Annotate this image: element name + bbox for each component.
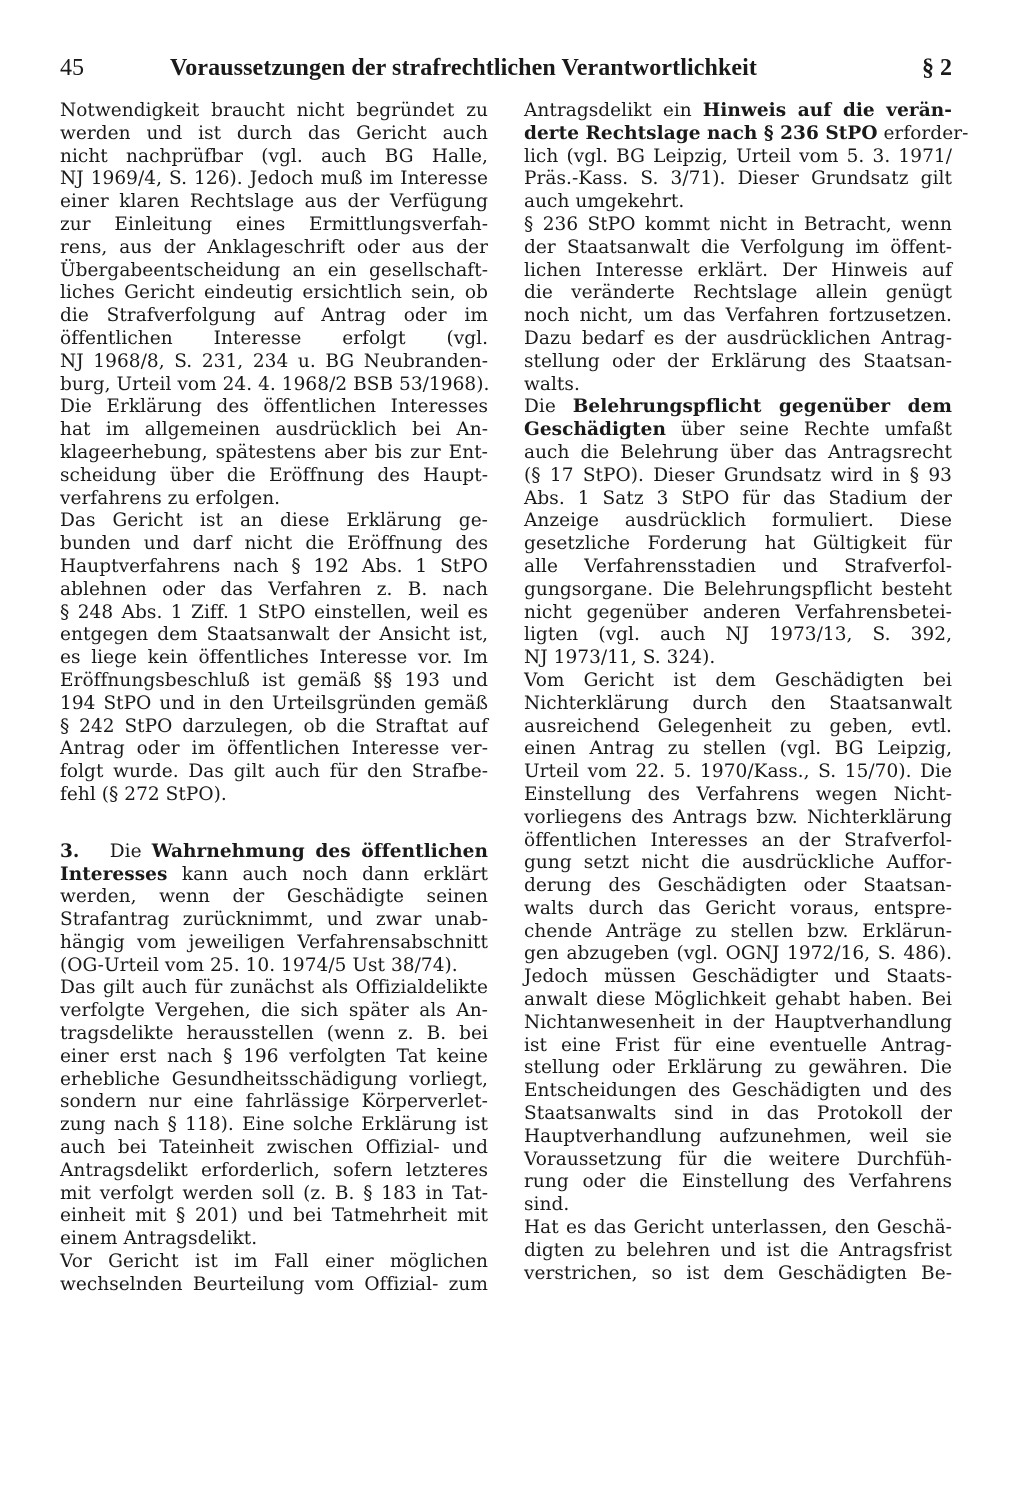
paragraph bbox=[60, 510, 488, 806]
text-line: liches Gericht eindeutig ersichtlich sein, ob bbox=[60, 282, 488, 304]
text-line: NJ 1973/11, S. 324). bbox=[524, 647, 716, 669]
text-line: öffentlichen Interesse erfolgt (vgl. bbox=[60, 327, 488, 349]
text-line: öffentlichen Interesses an der Strafverfol- bbox=[524, 829, 952, 851]
text-line: auch die Belehrung über das Antragsrecht bbox=[524, 441, 952, 463]
text-line: Urteil vom 22. 5. 1970/Kass., S. 15/70). Die bbox=[524, 761, 952, 783]
text-line: Anzeige ausdrücklich formuliert. Diese bbox=[524, 510, 952, 532]
text-line: ausreichend Gelegenheit zu geben, evtl. bbox=[524, 715, 952, 737]
section-mark: § 2 bbox=[922, 55, 952, 81]
paragraph bbox=[524, 214, 952, 396]
text-line: lich (vgl. BG Leipzig, Urteil vom 5. 3. 1971/ bbox=[524, 145, 952, 167]
text-line: Nichtanwesenheit in der Hauptverhandlung bbox=[524, 1011, 952, 1033]
text-line: sind. bbox=[524, 1194, 570, 1216]
text-line: Strafantrag zurücknimmt, und zwar unab- bbox=[60, 909, 488, 931]
paragraph bbox=[60, 1251, 488, 1297]
paragraph bbox=[60, 841, 488, 978]
text-line bbox=[524, 100, 952, 123]
text-line: burg, Urteil vom 24. 4. 1968/2 BSB 53/1968). bbox=[60, 373, 490, 395]
text-line bbox=[60, 864, 488, 887]
text-line: Das Gericht ist an diese Erklärung ge- bbox=[60, 510, 488, 532]
text-line: (§ 17 StPO). Dieser Grundsatz wird in § 93 bbox=[524, 464, 952, 486]
emphasis-text: Geschädigten bbox=[524, 419, 666, 441]
text-line: stellung oder Erklärung zu gewähren. Die bbox=[524, 1057, 952, 1079]
text-line: Präs.-Kass. S. 3/71). Dieser Grundsatz gilt bbox=[524, 168, 952, 190]
text-line: NJ 1968/8, S. 231, 234 u. BG Neubranden- bbox=[60, 350, 488, 372]
text-line: Notwendigkeit braucht nicht begründet zu bbox=[60, 100, 488, 121]
text-line: walts durch das Gericht voraus, entspre- bbox=[524, 897, 952, 919]
text-line: hat im allgemeinen ausdrücklich bei An- bbox=[60, 419, 488, 441]
text-line: Einstellung des Verfahrens wegen Nicht- bbox=[524, 783, 952, 805]
text-line: Abs. 1 Satz 3 StPO für das Stadium der bbox=[524, 487, 952, 509]
text-line: Voraussetzung für die weitere Durchfüh- bbox=[524, 1148, 952, 1170]
right-column bbox=[524, 100, 969, 1285]
text-line: folgt wurde. Das gilt auch für den Strafbe- bbox=[60, 761, 488, 783]
text-line: gung setzt nicht die ausdrückliche Auffor- bbox=[524, 852, 952, 874]
paragraph bbox=[60, 977, 488, 1251]
text-line: § 242 StPO darzulegen, ob die Straftat auf bbox=[60, 715, 488, 737]
text-line: NJ 1969/4, S. 126). Jedoch muß im Interesse bbox=[60, 168, 488, 190]
text-line: ist eine Frist für eine eventuelle Antrag- bbox=[524, 1034, 952, 1056]
text-line: einen Antrag zu stellen (vgl. BG Leipzig, bbox=[524, 738, 952, 760]
text-line: lichen Interesse erklärt. Der Hinweis auf bbox=[524, 259, 952, 281]
text-line: klageerhebung, spätestens aber bis zur Ent- bbox=[60, 441, 488, 463]
text-line bbox=[524, 419, 952, 442]
text-line: nicht gegenüber anderen Verfahrensbetei- bbox=[524, 601, 952, 623]
paragraph-gap bbox=[60, 807, 488, 841]
text-line: Hauptverhandlung aufzunehmen, weil sie bbox=[524, 1125, 952, 1147]
text-line: Hauptverfahrens nach § 192 Abs. 1 StPO bbox=[60, 555, 488, 577]
text-line: walts. bbox=[524, 373, 580, 395]
text-line: rung oder die Einstellung des Verfahrens bbox=[524, 1171, 952, 1193]
text-line: Staatsanwalts sind in das Protokoll der bbox=[524, 1103, 952, 1125]
paragraph bbox=[60, 100, 488, 510]
text-line: auch umgekehrt. bbox=[524, 191, 685, 213]
text-line: ablehnen oder das Verfahren z. B. nach bbox=[60, 578, 488, 600]
text-line: einheit mit § 201) und bei Tatmehrheit mit bbox=[60, 1205, 488, 1227]
text-line: verstrichen, so ist dem Geschädigten Be- bbox=[524, 1262, 952, 1284]
text-line: einer erst nach § 196 verfolgten Tat keine bbox=[60, 1045, 488, 1067]
emphasis-text: Wahrnehmung des öffentlichen bbox=[151, 840, 488, 862]
emphasis-text: Interesses bbox=[60, 863, 168, 885]
paragraph bbox=[524, 100, 969, 214]
text-line: Eröffnungsbeschluß ist gemäß §§ 193 und bbox=[60, 669, 488, 691]
text-line: rens, aus der Anklageschrift oder aus der bbox=[60, 236, 488, 258]
text-line: verfahrens zu erfolgen. bbox=[60, 487, 281, 509]
page-header bbox=[60, 52, 952, 92]
text-fragment: kann auch noch dann erklärt bbox=[181, 863, 488, 885]
text-line: erhebliche Gesundheitsschädigung vorliegt, bbox=[60, 1068, 488, 1090]
text-line: sondern nur eine fahrlässige Körperverlet- bbox=[60, 1091, 488, 1113]
text-line: die Strafverfolgung auf Antrag oder im bbox=[60, 305, 488, 327]
text-fragment: Antragsdelikt ein bbox=[524, 100, 692, 121]
text-line: auch bei Tateinheit zwischen Offizial- und bbox=[60, 1137, 488, 1159]
text-line: werden, wenn der Geschädigte seinen bbox=[60, 886, 488, 908]
text-line: Das gilt auch für zunächst als Offizialdelikte bbox=[60, 977, 488, 999]
text-line: einem Antragsdelikt. bbox=[60, 1228, 258, 1250]
text-line: 194 StPO und in den Urteilsgründen gemäß bbox=[60, 692, 488, 714]
text-line: stellung oder der Erklärung des Staatsan- bbox=[524, 350, 952, 372]
text-line: (OG-Urteil vom 25. 10. 1974/5 Ust 38/74). bbox=[60, 954, 458, 976]
text-line: werden und ist durch das Gericht auch bbox=[60, 122, 488, 144]
text-line: Antragsdelikt erforderlich, sofern letzteres bbox=[60, 1159, 488, 1181]
text-line: Vor Gericht ist im Fall einer möglichen bbox=[60, 1251, 488, 1273]
text-line: scheidung über die Eröffnung des Haupt- bbox=[60, 464, 488, 486]
text-line: Nichterklärung durch den Staatsanwalt bbox=[524, 692, 952, 714]
text-line bbox=[524, 122, 969, 146]
text-line: gungsorgane. Die Belehrungspflicht besteht bbox=[524, 578, 952, 600]
text-fragment: Die bbox=[524, 396, 556, 418]
text-line: nicht nachprüfbar (vgl. auch BG Halle, bbox=[60, 145, 488, 167]
paragraph bbox=[524, 1217, 952, 1285]
text-line: Jedoch müssen Geschädigter und Staats- bbox=[524, 966, 952, 988]
text-line: ligten (vgl. auch NJ 1973/13, S. 392, bbox=[524, 624, 952, 646]
text-line: wechselnden Beurteilung vom Offizial- zum bbox=[60, 1273, 488, 1295]
text-line: alle Verfahrensstadien und Strafverfol- bbox=[524, 555, 952, 577]
text-line: verfolgte Vergehen, die sich später als An- bbox=[60, 1000, 488, 1022]
text-line: entgegen dem Staatsanwalt der Ansicht ist, bbox=[60, 624, 488, 646]
text-line: tragsdelikte herausstellen (wenn z. B. bei bbox=[60, 1023, 488, 1045]
text-line: gen abzugeben (vgl. OGNJ 1972/16, S. 486). bbox=[524, 943, 952, 965]
text-line: bunden und darf nicht die Eröffnung des bbox=[60, 533, 488, 555]
emphasis-text: derte Rechtslage nach § 236 StPO bbox=[524, 122, 878, 144]
text-fragment: Die bbox=[109, 840, 142, 862]
text-line bbox=[524, 396, 952, 419]
left-column bbox=[60, 100, 488, 1297]
text-line: vorliegens des Antrags bzw. Nichterklärung bbox=[524, 806, 952, 828]
text-line: Dazu bedarf es der ausdrücklichen Antrag- bbox=[524, 327, 952, 349]
text-line: § 248 Abs. 1 Ziff. 1 StPO einstellen, weil es bbox=[60, 601, 488, 623]
text-line: es liege kein öffentliches Interesse vor. Im bbox=[60, 647, 488, 669]
text-line: § 236 StPO kommt nicht in Betracht, wenn bbox=[524, 213, 952, 235]
text-line: Vom Gericht ist dem Geschädigten bei bbox=[524, 669, 952, 691]
text-line: gesetzliche Forderung hat Gültigkeit für bbox=[524, 533, 952, 555]
emphasis-text: Hinweis auf die verän- bbox=[702, 100, 952, 121]
text-line bbox=[60, 841, 488, 864]
text-line: anwalt diese Möglichkeit gehabt haben. Bei bbox=[524, 989, 952, 1011]
text-line: hängig vom jeweiligen Verfahrensabschnitt bbox=[60, 931, 488, 953]
emphasis-text: Belehrungspflicht gegenüber dem bbox=[572, 396, 952, 418]
text-fragment: erforder- bbox=[883, 122, 969, 144]
running-title: Voraussetzungen der strafrechtlichen Verantwortlichkeit bbox=[170, 55, 758, 81]
page-number: 45 bbox=[60, 55, 84, 81]
text-line: derung des Geschädigten oder Staatsan- bbox=[524, 875, 952, 897]
text-line: einer klaren Rechtslage aus der Verfügung bbox=[60, 191, 488, 213]
text-line: noch nicht, um das Verfahren fortzusetzen. bbox=[524, 305, 952, 327]
text-line: Die Erklärung des öffentlichen Interesses bbox=[60, 396, 488, 418]
text-line: zung nach § 118). Eine solche Erklärung ist bbox=[60, 1114, 488, 1136]
text-line: der Staatsanwalt die Verfolgung im öffent- bbox=[524, 236, 952, 258]
paragraph bbox=[524, 396, 952, 670]
text-fragment: über seine Rechte umfaßt bbox=[680, 419, 952, 441]
text-line: Hat es das Gericht unterlassen, den Geschä- bbox=[524, 1217, 952, 1239]
text-line: die veränderte Rechtslage allein genügt bbox=[524, 282, 952, 304]
text-line: Übergabeentscheidung an ein gesellschaft- bbox=[60, 259, 488, 281]
text-line: Entscheidungen des Geschädigten und des bbox=[524, 1080, 952, 1102]
text-line: fehl (§ 272 StPO). bbox=[60, 783, 227, 805]
text-line: mit verfolgt werden soll (z. B. § 183 in Tat- bbox=[60, 1182, 488, 1204]
paragraph bbox=[524, 670, 952, 1217]
section-number: 3. bbox=[60, 840, 80, 862]
text-line: digten zu belehren und ist die Antragsfrist bbox=[524, 1239, 952, 1261]
text-line: Antrag oder im öffentlichen Interesse ver- bbox=[60, 738, 488, 760]
text-line: chende Anträge zu stellen bzw. Erklärun- bbox=[524, 920, 952, 942]
text-line: zur Einleitung eines Ermittlungsverfah- bbox=[60, 213, 488, 235]
